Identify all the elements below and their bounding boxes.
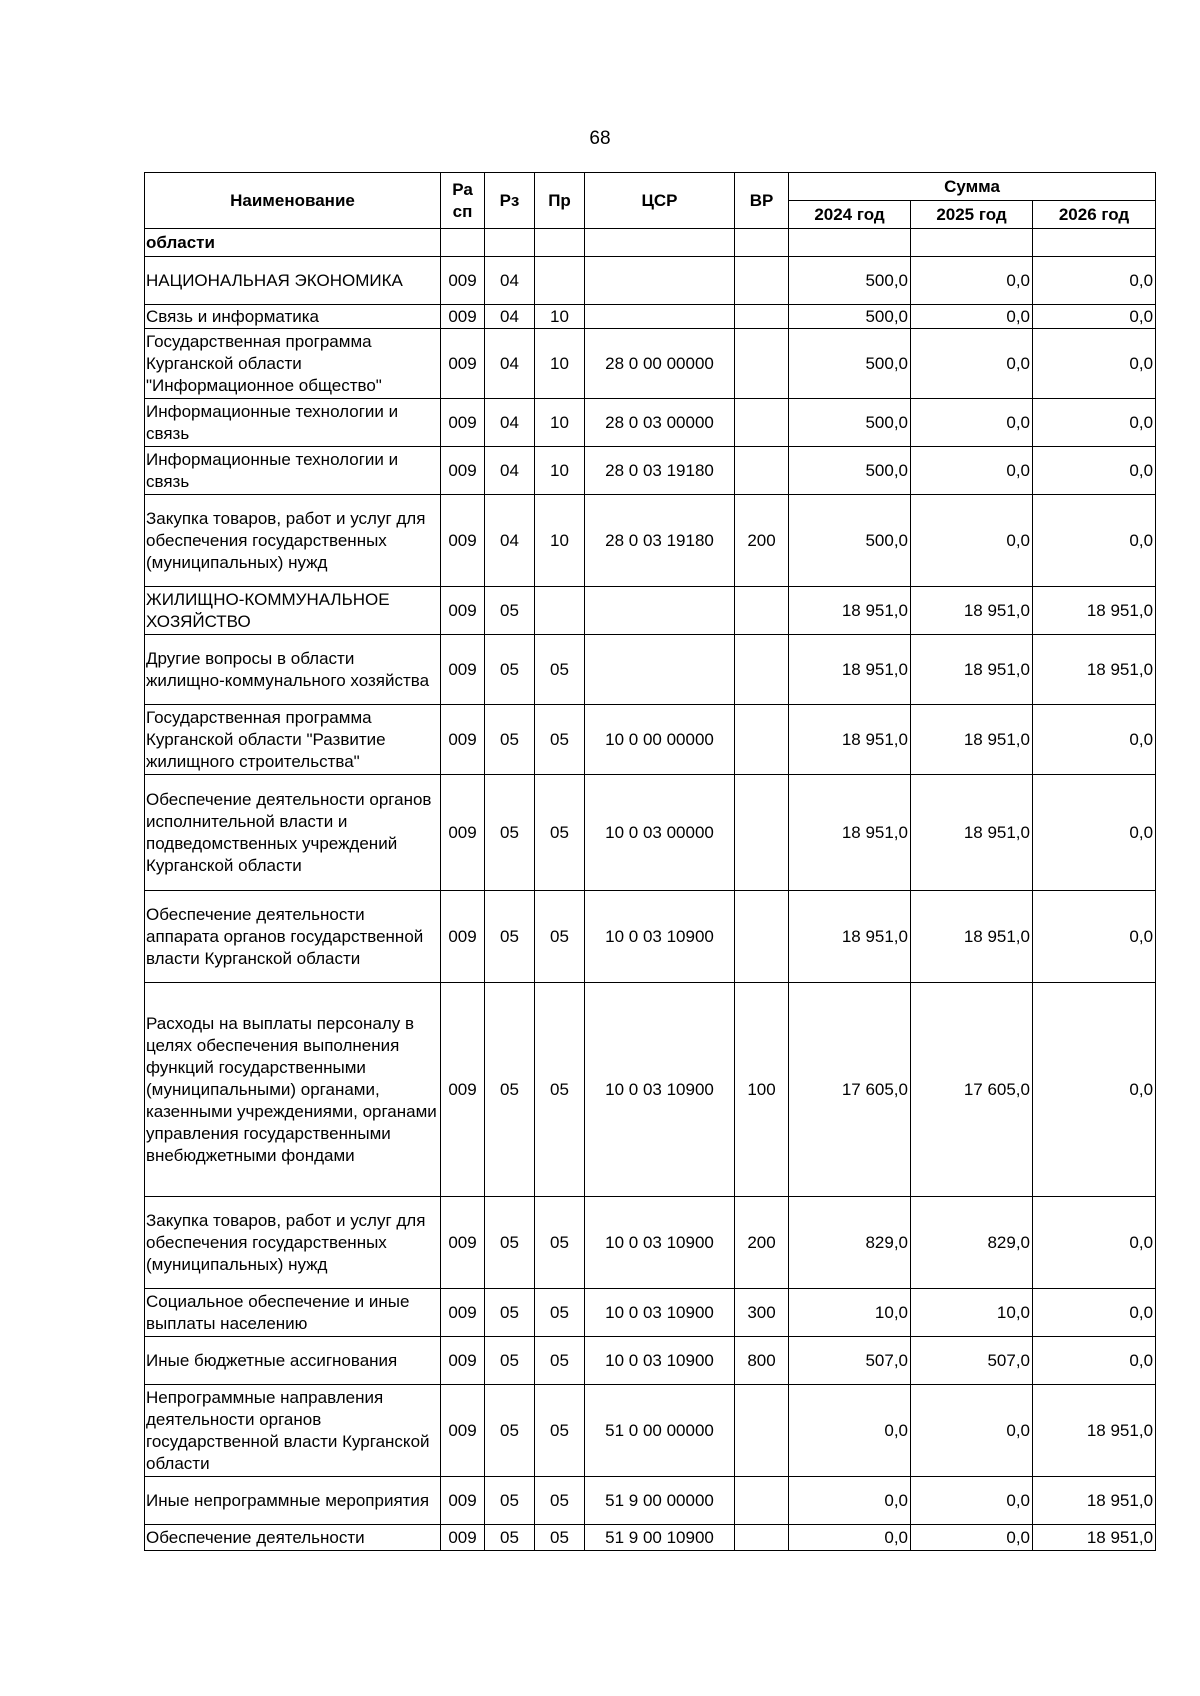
row-pr: 05	[535, 1477, 585, 1525]
table-row	[145, 775, 1156, 891]
header-rasp-bottom: сп	[452, 201, 473, 221]
table-row	[145, 1289, 1156, 1337]
table-row	[145, 1525, 1156, 1551]
row-amount-2024	[789, 229, 911, 257]
row-amount-2026: 0,0	[1033, 305, 1156, 329]
row-vr: 200	[735, 495, 789, 587]
row-amount-2024: 18 951,0	[789, 587, 911, 635]
row-amount-2024: 500,0	[789, 329, 911, 399]
row-amount-2025	[911, 229, 1033, 257]
row-amount-2024: 0,0	[789, 1385, 911, 1477]
row-vr	[735, 1477, 789, 1525]
row-csr: 28 0 03 00000	[585, 399, 735, 447]
row-amount-2026: 0,0	[1033, 1289, 1156, 1337]
row-rasp: 009	[441, 1197, 485, 1289]
row-rz: 05	[485, 775, 535, 891]
row-amount-2025: 18 951,0	[911, 775, 1033, 891]
header-2026: 2026 год	[1033, 201, 1156, 229]
row-amount-2025: 0,0	[911, 305, 1033, 329]
row-name: Иные бюджетные ассигнования	[145, 1337, 441, 1385]
row-pr: 10	[535, 447, 585, 495]
row-amount-2024: 829,0	[789, 1197, 911, 1289]
row-amount-2025: 17 605,0	[911, 983, 1033, 1197]
table-row	[145, 1197, 1156, 1289]
row-amount-2024: 18 951,0	[789, 635, 911, 705]
row-csr: 51 0 00 00000	[585, 1385, 735, 1477]
row-amount-2025: 0,0	[911, 447, 1033, 495]
row-rz: 05	[485, 1385, 535, 1477]
row-amount-2026: 0,0	[1033, 983, 1156, 1197]
row-name: Обеспечение деятельности	[145, 1525, 441, 1551]
row-vr	[735, 775, 789, 891]
row-name: области	[145, 229, 441, 257]
table-row	[145, 1337, 1156, 1385]
row-amount-2025: 18 951,0	[911, 891, 1033, 983]
row-rz: 04	[485, 305, 535, 329]
row-amount-2024: 500,0	[789, 447, 911, 495]
header-rasp	[441, 173, 485, 229]
row-pr: 05	[535, 775, 585, 891]
table-row	[145, 635, 1156, 705]
row-csr: 10 0 03 10900	[585, 1197, 735, 1289]
row-rasp: 009	[441, 495, 485, 587]
row-vr	[735, 705, 789, 775]
row-name: Социальное обеспечение и иные выплаты населению	[145, 1289, 441, 1337]
row-amount-2026: 0,0	[1033, 705, 1156, 775]
row-name: ЖИЛИЩНО-КОММУНАЛЬНОЕ ХОЗЯЙСТВО	[145, 587, 441, 635]
row-amount-2026: 18 951,0	[1033, 1385, 1156, 1477]
row-name: Закупка товаров, работ и услуг для обеспечения государственных (муниципальных) нужд	[145, 495, 441, 587]
row-rz: 04	[485, 329, 535, 399]
row-amount-2026	[1033, 229, 1156, 257]
row-csr: 28 0 00 00000	[585, 329, 735, 399]
row-rasp: 009	[441, 983, 485, 1197]
row-name: Информационные технологии и связь	[145, 399, 441, 447]
row-rasp: 009	[441, 705, 485, 775]
row-rz: 04	[485, 495, 535, 587]
row-vr	[735, 1385, 789, 1477]
row-vr	[735, 329, 789, 399]
row-amount-2025: 0,0	[911, 329, 1033, 399]
row-rasp: 009	[441, 1385, 485, 1477]
row-rz: 05	[485, 1525, 535, 1551]
table-row	[145, 705, 1156, 775]
row-amount-2025: 507,0	[911, 1337, 1033, 1385]
row-name: Расходы на выплаты персоналу в целях обеспечения выполнения функций государственными (муниципальными) органами, казенными учреждениями, органами управления государственными внебюджетными фондами	[145, 983, 441, 1197]
row-rz: 04	[485, 257, 535, 305]
table-row	[145, 229, 1156, 257]
row-name: Иные непрограммные мероприятия	[145, 1477, 441, 1525]
table-row	[145, 495, 1156, 587]
row-amount-2026: 18 951,0	[1033, 587, 1156, 635]
row-amount-2025: 0,0	[911, 495, 1033, 587]
header-rz: Рз	[485, 173, 535, 229]
row-rasp: 009	[441, 775, 485, 891]
header-rasp-top: Ра	[452, 179, 473, 199]
row-pr	[535, 229, 585, 257]
row-pr: 05	[535, 983, 585, 1197]
row-amount-2025: 0,0	[911, 257, 1033, 305]
row-rz: 05	[485, 1337, 535, 1385]
row-rasp: 009	[441, 1525, 485, 1551]
row-rz: 05	[485, 587, 535, 635]
table-row	[145, 1477, 1156, 1525]
row-pr: 05	[535, 1385, 585, 1477]
row-amount-2026: 0,0	[1033, 1337, 1156, 1385]
row-amount-2024: 18 951,0	[789, 891, 911, 983]
header-csr: ЦСР	[585, 173, 735, 229]
row-name: Закупка товаров, работ и услуг для обеспечения государственных (муниципальных) нужд	[145, 1197, 441, 1289]
header-vr: ВР	[735, 173, 789, 229]
row-csr	[585, 229, 735, 257]
row-amount-2026: 18 951,0	[1033, 1525, 1156, 1551]
row-csr: 28 0 03 19180	[585, 495, 735, 587]
row-vr	[735, 399, 789, 447]
row-vr	[735, 229, 789, 257]
row-vr	[735, 1525, 789, 1551]
table-row	[145, 587, 1156, 635]
row-pr: 05	[535, 1525, 585, 1551]
table-header	[145, 173, 1156, 229]
row-amount-2025: 0,0	[911, 1477, 1033, 1525]
table-row	[145, 983, 1156, 1197]
row-rz: 05	[485, 983, 535, 1197]
row-amount-2025: 0,0	[911, 399, 1033, 447]
row-amount-2024: 10,0	[789, 1289, 911, 1337]
row-vr	[735, 447, 789, 495]
row-csr: 10 0 03 10900	[585, 1289, 735, 1337]
row-rasp: 009	[441, 257, 485, 305]
row-rasp: 009	[441, 329, 485, 399]
row-rz: 04	[485, 447, 535, 495]
row-amount-2026: 18 951,0	[1033, 635, 1156, 705]
row-csr: 10 0 03 10900	[585, 1337, 735, 1385]
row-rasp: 009	[441, 399, 485, 447]
table-row	[145, 891, 1156, 983]
row-amount-2026: 0,0	[1033, 891, 1156, 983]
row-name: Другие вопросы в области жилищно-коммунального хозяйства	[145, 635, 441, 705]
table-row	[145, 305, 1156, 329]
table-row	[145, 399, 1156, 447]
row-name: Государственная программа Курганской области "Развитие жилищного строительства"	[145, 705, 441, 775]
row-vr: 800	[735, 1337, 789, 1385]
row-pr: 05	[535, 635, 585, 705]
header-pr: Пр	[535, 173, 585, 229]
row-name: Информационные технологии и связь	[145, 447, 441, 495]
row-vr	[735, 891, 789, 983]
table-row	[145, 1385, 1156, 1477]
row-rz: 04	[485, 399, 535, 447]
row-amount-2025: 10,0	[911, 1289, 1033, 1337]
row-rasp: 009	[441, 447, 485, 495]
row-pr: 05	[535, 1197, 585, 1289]
header-sum: Сумма	[789, 173, 1156, 201]
row-rasp: 009	[441, 635, 485, 705]
row-amount-2026: 0,0	[1033, 257, 1156, 305]
row-pr	[535, 587, 585, 635]
budget-table	[144, 172, 1156, 1551]
row-rz: 05	[485, 635, 535, 705]
page-number: 68	[589, 128, 611, 149]
row-rasp: 009	[441, 891, 485, 983]
row-name: НАЦИОНАЛЬНАЯ ЭКОНОМИКА	[145, 257, 441, 305]
header-name: Наименование	[145, 173, 441, 229]
row-amount-2025: 0,0	[911, 1385, 1033, 1477]
row-csr: 10 0 03 10900	[585, 891, 735, 983]
row-vr	[735, 635, 789, 705]
row-rasp: 009	[441, 1477, 485, 1525]
row-amount-2026: 0,0	[1033, 775, 1156, 891]
row-vr: 200	[735, 1197, 789, 1289]
row-name: Непрограммные направления деятельности органов государственной власти Курганской области	[145, 1385, 441, 1477]
row-amount-2025: 18 951,0	[911, 705, 1033, 775]
row-amount-2026: 0,0	[1033, 447, 1156, 495]
table-body	[145, 229, 1156, 1551]
row-csr: 10 0 03 00000	[585, 775, 735, 891]
row-rasp	[441, 229, 485, 257]
row-name: Обеспечение деятельности органов исполнительной власти и подведомственных учреждений Курганской области	[145, 775, 441, 891]
row-amount-2024: 500,0	[789, 399, 911, 447]
row-amount-2024: 0,0	[789, 1477, 911, 1525]
table-row	[145, 447, 1156, 495]
row-amount-2024: 18 951,0	[789, 775, 911, 891]
row-amount-2025: 18 951,0	[911, 587, 1033, 635]
row-rz: 05	[485, 1477, 535, 1525]
row-amount-2026: 0,0	[1033, 399, 1156, 447]
table-row	[145, 329, 1156, 399]
row-amount-2024: 17 605,0	[789, 983, 911, 1197]
row-amount-2026: 0,0	[1033, 495, 1156, 587]
row-pr: 10	[535, 399, 585, 447]
row-csr: 10 0 03 10900	[585, 983, 735, 1197]
row-amount-2026: 0,0	[1033, 1197, 1156, 1289]
row-amount-2024: 0,0	[789, 1525, 911, 1551]
row-rz: 05	[485, 705, 535, 775]
row-pr: 10	[535, 329, 585, 399]
row-vr: 300	[735, 1289, 789, 1337]
header-2024: 2024 год	[789, 201, 911, 229]
row-csr: 51 9 00 10900	[585, 1525, 735, 1551]
row-pr: 05	[535, 891, 585, 983]
row-rz: 05	[485, 891, 535, 983]
row-csr	[585, 635, 735, 705]
row-pr	[535, 257, 585, 305]
row-rasp: 009	[441, 1337, 485, 1385]
row-vr	[735, 587, 789, 635]
row-name: Обеспечение деятельности аппарата органов государственной власти Курганской области	[145, 891, 441, 983]
row-pr: 05	[535, 705, 585, 775]
row-amount-2026: 18 951,0	[1033, 1477, 1156, 1525]
row-name: Связь и информатика	[145, 305, 441, 329]
row-rasp: 009	[441, 305, 485, 329]
row-vr: 100	[735, 983, 789, 1197]
row-name: Государственная программа Курганской области "Информационное общество"	[145, 329, 441, 399]
row-amount-2025: 0,0	[911, 1525, 1033, 1551]
row-pr: 05	[535, 1337, 585, 1385]
row-vr	[735, 257, 789, 305]
row-csr: 10 0 00 00000	[585, 705, 735, 775]
row-csr	[585, 587, 735, 635]
row-csr	[585, 305, 735, 329]
row-amount-2026: 0,0	[1033, 329, 1156, 399]
row-amount-2025: 18 951,0	[911, 635, 1033, 705]
row-csr: 51 9 00 00000	[585, 1477, 735, 1525]
row-rz: 05	[485, 1289, 535, 1337]
row-amount-2025: 829,0	[911, 1197, 1033, 1289]
row-amount-2024: 500,0	[789, 257, 911, 305]
row-rz	[485, 229, 535, 257]
row-csr	[585, 257, 735, 305]
row-rz: 05	[485, 1197, 535, 1289]
row-amount-2024: 500,0	[789, 495, 911, 587]
table-row	[145, 257, 1156, 305]
row-vr	[735, 305, 789, 329]
row-rasp: 009	[441, 587, 485, 635]
row-pr: 10	[535, 495, 585, 587]
row-amount-2024: 18 951,0	[789, 705, 911, 775]
row-csr: 28 0 03 19180	[585, 447, 735, 495]
row-rasp: 009	[441, 1289, 485, 1337]
row-pr: 05	[535, 1289, 585, 1337]
row-pr: 10	[535, 305, 585, 329]
row-amount-2024: 500,0	[789, 305, 911, 329]
header-2025: 2025 год	[911, 201, 1033, 229]
row-amount-2024: 507,0	[789, 1337, 911, 1385]
